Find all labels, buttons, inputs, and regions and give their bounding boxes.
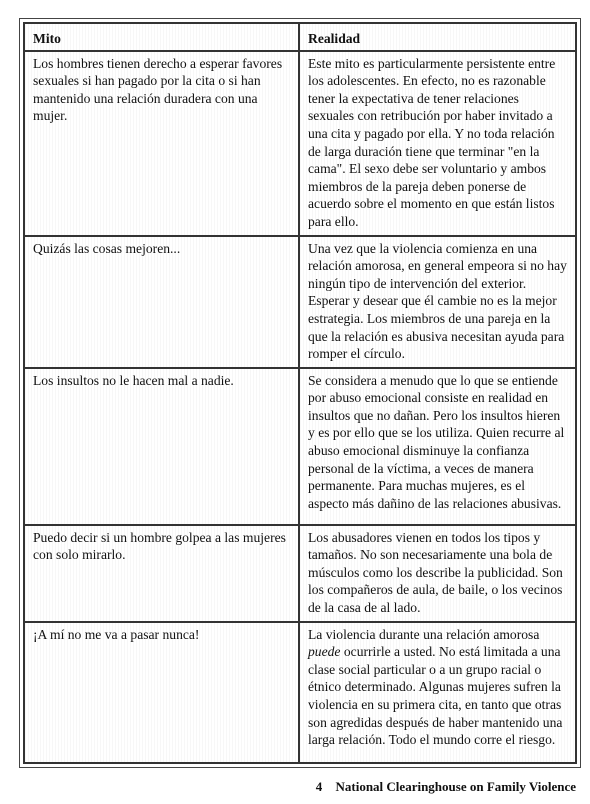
myth-cell: ¡A mí no me va a pasar nunca! <box>24 622 299 763</box>
reality-text-start: La violencia durante una relación amorosa <box>308 626 540 642</box>
reality-cell: Una vez que la violencia comienza en una relación amorosa, en general empeora si no hay ningún tipo de intervención del exterior. Esperar y desear que él cambie no es la mejor estrategia. Los miembros de una pareja en la que la relación es abusiva necesitan ayuda para romper el círculo. <box>299 236 576 368</box>
table-row <box>24 368 576 525</box>
table-row <box>24 525 576 622</box>
reality-emphasis: puede <box>308 644 341 660</box>
page-footer <box>316 779 576 795</box>
myths-table <box>23 22 577 764</box>
myth-cell: Los hombres tienen derecho a esperar favores sexuales si han pagado por la cita o si han mantenido una relación duradera con una mujer. <box>24 51 299 236</box>
header-reality: Realidad <box>299 23 576 51</box>
myth-cell: Puedo decir si un hombre golpea a las mujeres con solo mirarlo. <box>24 525 299 622</box>
reality-cell: Este mito es particularmente persistente entre los adolescentes. En efecto, no es razonable tener la expectativa de tener relaciones sexuales con retribución por haber invitado a una cita y pagado por ella. Y no toda relación de larga duración tiene que terminar "en la cama". El sexo debe ser voluntario y ambos miembros de la pareja deben ponerse de acuerdo sobre el momento en que están listos para ello. <box>299 51 576 236</box>
table-row <box>24 51 576 236</box>
table-header-row <box>24 23 576 51</box>
reality-text-end: ocurrirle a usted. No está limitada a una clase social particular o a un grupo racial o étnico determinado. Algunas mujeres sufren la violencia en su primera cita, en tanto que otras son agredidas después de haber mantenido una larga relación. Todo el mundo corre el riesgo. <box>308 644 563 748</box>
myth-cell: Quizás las cosas mejoren... <box>24 236 299 368</box>
publisher-name: National Clearinghouse on Family Violence <box>335 779 576 794</box>
myth-cell: Los insultos no le hacen mal a nadie. <box>24 368 299 525</box>
reality-cell: Los abusadores vienen en todos los tipos y tamaños. No son necesariamente una bola de músculos como los describe la publicidad. Son los compañeros de aula, de baile, o los vecinos de la casa de al lado. <box>299 525 576 622</box>
reality-cell: Se considera a menudo que lo que se entiende por abuso emocional consiste en realidad en insultos que no dañan. Pero los insultos hieren y es por ello que se los utiliza. Quien recurre al abuso emocional disminuye la confianza personal de la víctima, a veces de manera permanente. Para muchas mujeres, es el aspecto más dañino de las relaciones abusivas. <box>299 368 576 525</box>
table-row <box>24 622 576 763</box>
reality-cell <box>299 622 576 763</box>
header-myth: Mito <box>24 23 299 51</box>
page-number: 4 <box>315 779 323 794</box>
table-row <box>24 236 576 368</box>
